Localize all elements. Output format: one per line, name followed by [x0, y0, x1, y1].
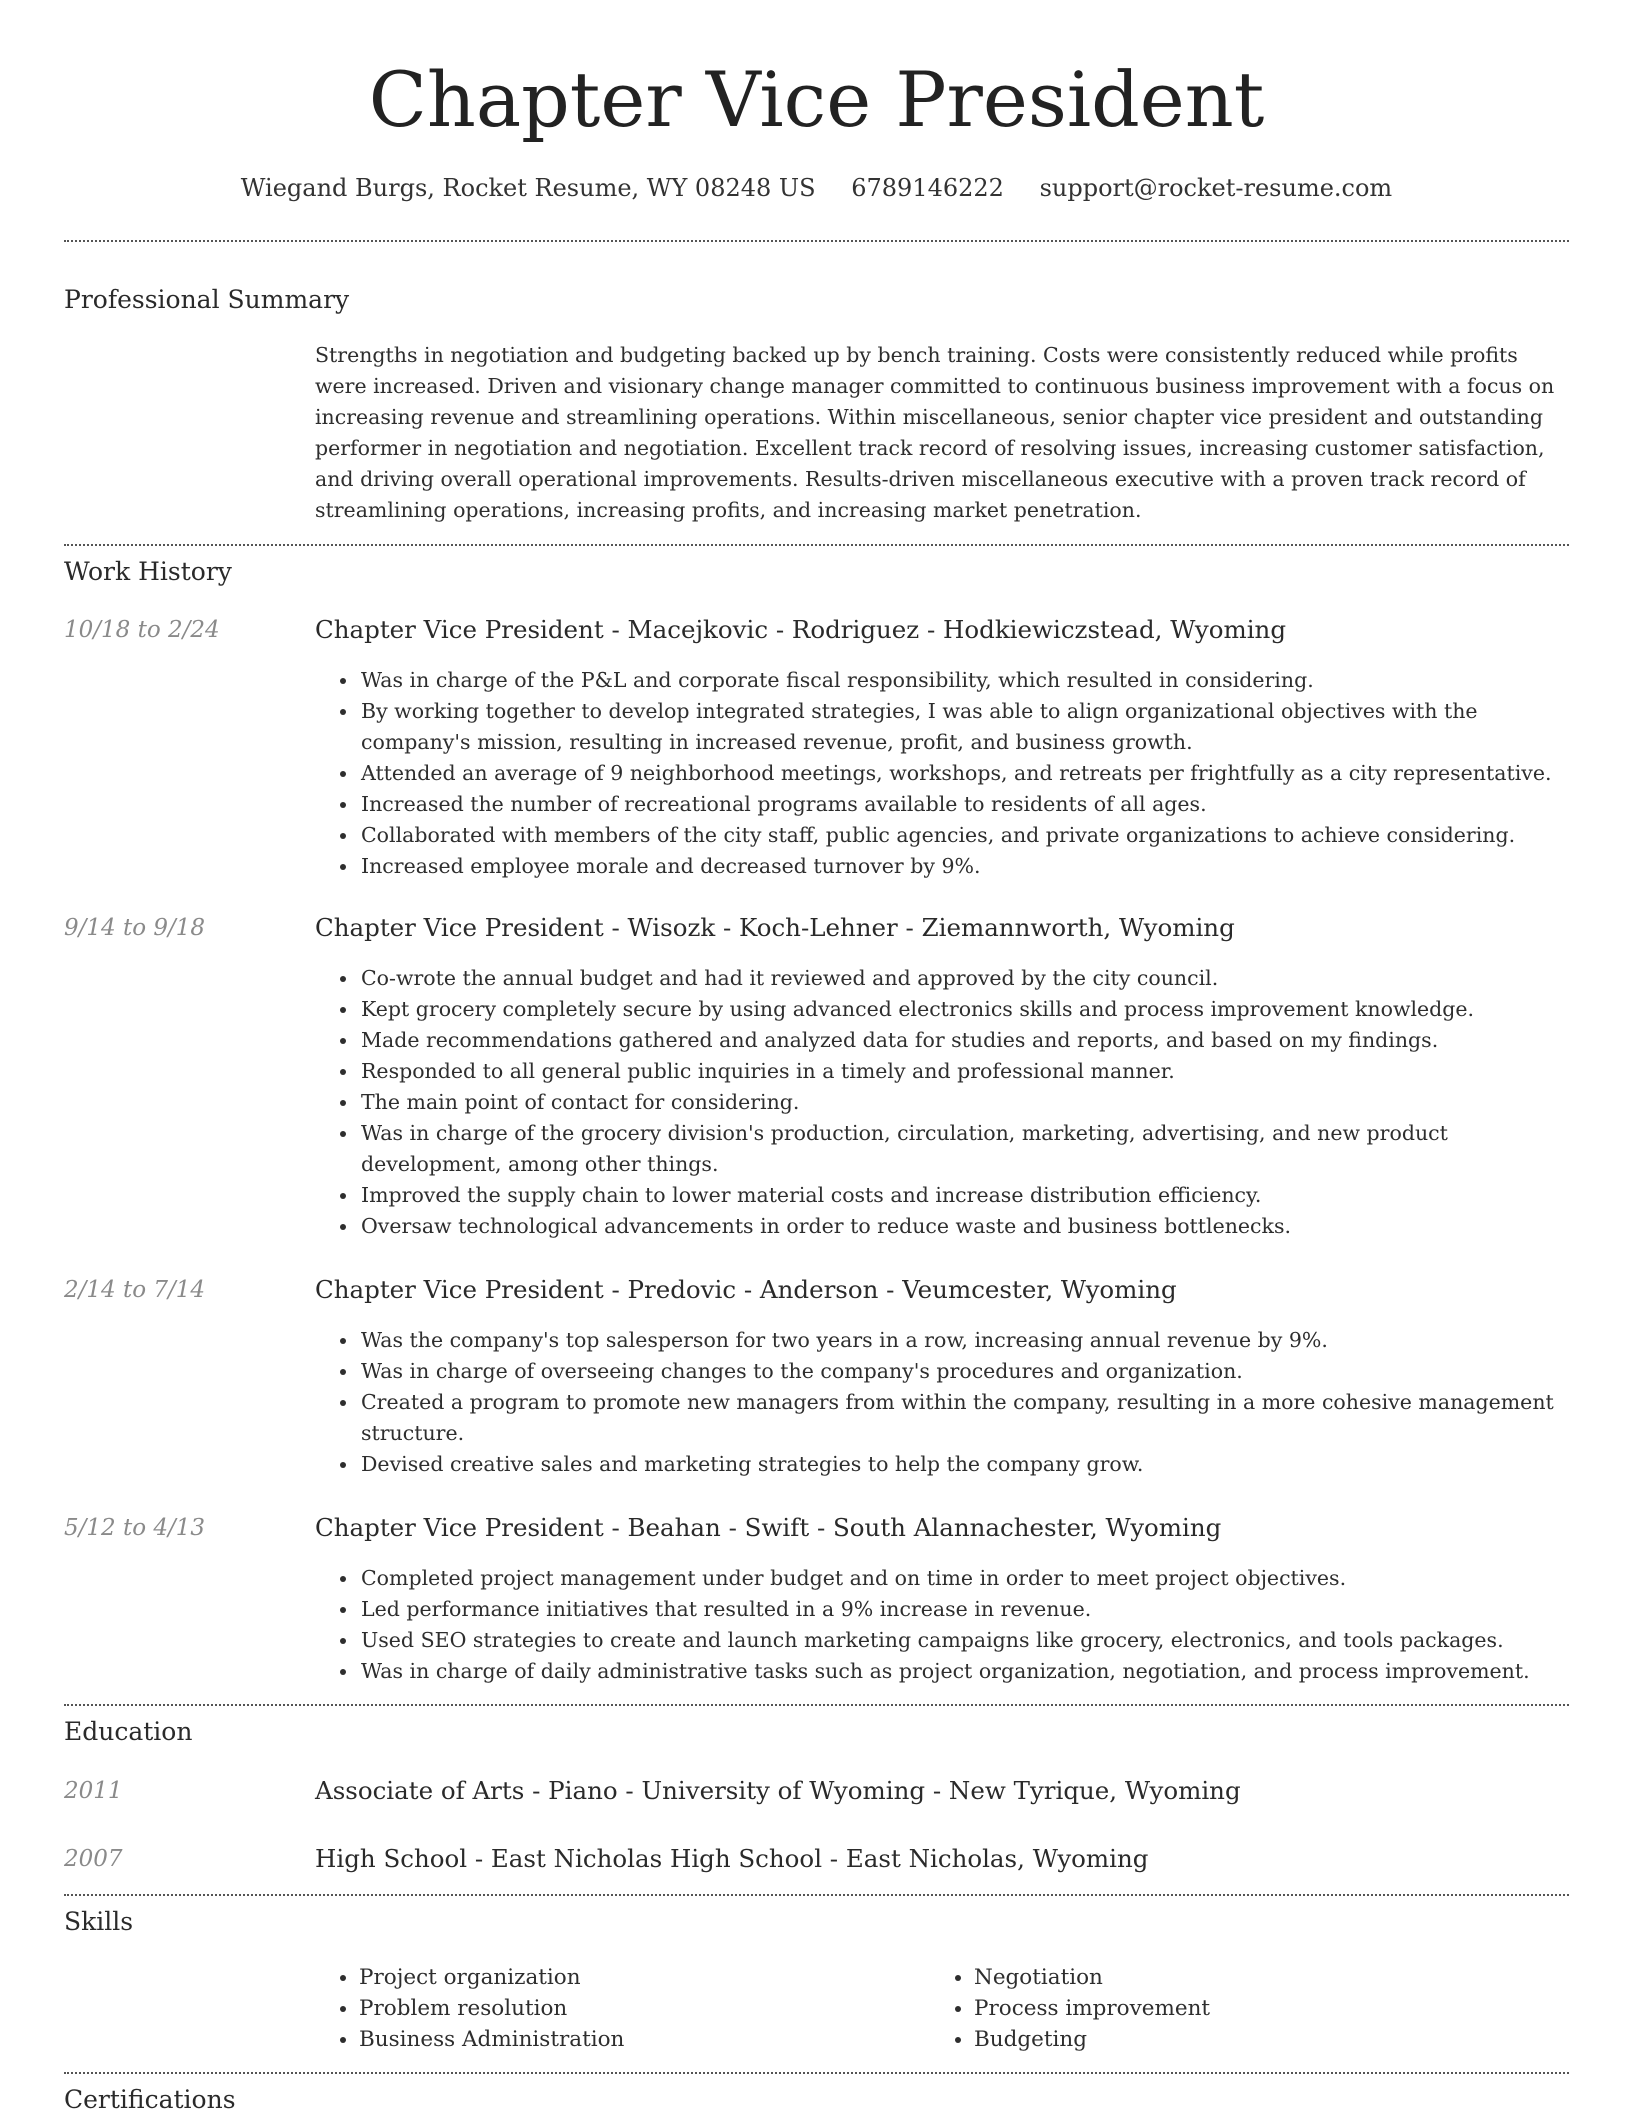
job-title: Chapter Vice President - Macejkovic - Rodriguez - Hodkiewiczstead, Wyoming	[315, 615, 1287, 644]
job-bullet: • Co-wrote the annual budget and had it reviewed and approved by the city council.	[359, 963, 1569, 994]
job-bullet: • Was in charge of overseeing changes to the company's procedures and organization.	[359, 1356, 1569, 1387]
skill-item: • Negotiation	[974, 1962, 1534, 1993]
job-bullets	[359, 963, 1569, 1242]
candidate-name: Chapter Vice President	[368, 55, 1265, 144]
job-bullet: • Was in charge of the P&L and corporate fiscal responsibility, which resulted in considering.	[359, 665, 1569, 696]
job-bullets	[359, 665, 1569, 882]
job-bullet: • Oversaw technological advancements in order to reduce waste and business bottlenecks.	[359, 1211, 1569, 1242]
job-dates: 2/14 to 7/14	[64, 1277, 206, 1303]
job-dates: 10/18 to 2/24	[64, 617, 220, 643]
job-title: Chapter Vice President - Wisozk - Koch-Lehner - Ziemannworth, Wyoming	[315, 913, 1235, 942]
job-bullet: • Responded to all general public inquiries in a timely and professional manner.	[359, 1056, 1569, 1087]
job-bullet: • Made recommendations gathered and analyzed data for studies and reports, and based on my findings.	[359, 1025, 1569, 1056]
job-bullet: • Kept grocery completely secure by using advanced electronics skills and process improvement knowledge.	[359, 994, 1569, 1025]
job-bullet: • By working together to develop integrated strategies, I was able to align organizational objectives with the company's mission, resulting in increased revenue, profit, and business growth.	[359, 696, 1569, 758]
contact-line	[64, 172, 1569, 204]
job-bullet: • Attended an average of 9 neighborhood meetings, workshops, and retreats per frightfully as a city representative.	[359, 758, 1569, 789]
job-bullet: • Created a program to promote new managers from within the company, resulting in a more cohesive management structure.	[359, 1387, 1569, 1449]
skill-item: • Process improvement	[974, 1993, 1534, 2024]
section-title-work-history: Work History	[64, 557, 232, 586]
education-title: Associate of Arts - Piano - University of Wyoming - New Tyrique, Wyoming	[315, 1776, 1241, 1805]
section-title-certifications: Certifications	[64, 2085, 236, 2112]
summary-text: Strengths in negotiation and budgeting backed up by bench training. Costs were consistently reduced while profits were increased. Driven and visionary change manager committed to continuous business improvement with a focus on increasing revenue and streamlining operations. Within miscellaneous, senior chapter vice president and outstanding performer in negotiation and negotiation. Excellent track record of resolving issues, increasing customer satisfaction, and driving overall operational improvements. Results-driven miscellaneous executive with a proven track record of streamlining operations, increasing profits, and increasing market penetration.	[315, 343, 1555, 522]
contact-email: support@rocket-resume.com	[1039, 174, 1393, 202]
job-bullet: • Was in charge of the grocery division's production, circulation, marketing, advertising, and new product development, among other things.	[359, 1118, 1569, 1180]
skill-item: • Problem resolution	[359, 1993, 919, 2024]
divider	[64, 1704, 1569, 1706]
education-year: 2011	[64, 1778, 123, 1804]
divider	[64, 1894, 1569, 1896]
education-year: 2007	[64, 1846, 123, 1872]
job-bullets	[359, 1325, 1569, 1480]
skills-list-left	[359, 1962, 919, 2055]
job-bullet: • Increased employee morale and decreased turnover by 9%.	[359, 851, 1569, 882]
job-bullet: • Improved the supply chain to lower material costs and increase distribution efficiency.	[359, 1180, 1569, 1211]
section-title-education: Education	[64, 1717, 193, 1746]
job-bullet: • Was the company's top salesperson for two years in a row, increasing annual revenue by 9%.	[359, 1325, 1569, 1356]
skills-list-right	[974, 1962, 1534, 2055]
divider	[64, 544, 1569, 546]
job-bullet: • Used SEO strategies to create and launch marketing campaigns like grocery, electronics, and tools packages.	[359, 1625, 1569, 1656]
divider	[64, 240, 1569, 242]
job-bullet: • Led performance initiatives that resulted in a 9% increase in revenue.	[359, 1594, 1569, 1625]
job-bullet: • Devised creative sales and marketing strategies to help the company grow.	[359, 1449, 1569, 1480]
job-dates: 5/12 to 4/13	[64, 1515, 206, 1541]
section-title-summary: Professional Summary	[64, 285, 350, 314]
job-bullet: • Was in charge of daily administrative tasks such as project organization, negotiation, and process improvement.	[359, 1656, 1569, 1687]
skill-item: • Budgeting	[974, 2024, 1534, 2055]
education-title: High School - East Nicholas High School - East Nicholas, Wyoming	[315, 1844, 1149, 1873]
resume-page	[64, 0, 1569, 2112]
contact-address: Wiegand Burgs, Rocket Resume, WY 08248 US	[240, 174, 816, 202]
job-title: Chapter Vice President - Beahan - Swift - South Alannachester, Wyoming	[315, 1513, 1222, 1542]
job-bullet: • Completed project management under budget and on time in order to meet project objectives.	[359, 1563, 1569, 1594]
section-title-skills: Skills	[64, 1907, 134, 1936]
skill-item: • Project organization	[359, 1962, 919, 1993]
job-title: Chapter Vice President - Predovic - Anderson - Veumcester, Wyoming	[315, 1275, 1177, 1304]
job-dates: 9/14 to 9/18	[64, 915, 206, 941]
skill-item: • Business Administration	[359, 2024, 919, 2055]
job-bullet: • The main point of contact for considering.	[359, 1087, 1569, 1118]
contact-phone: 6789146222	[851, 174, 1004, 202]
job-bullet: • Increased the number of recreational programs available to residents of all ages.	[359, 789, 1569, 820]
job-bullets	[359, 1563, 1569, 1687]
divider	[64, 2072, 1569, 2074]
job-bullet: • Collaborated with members of the city staff, public agencies, and private organizations to achieve considering.	[359, 820, 1569, 851]
